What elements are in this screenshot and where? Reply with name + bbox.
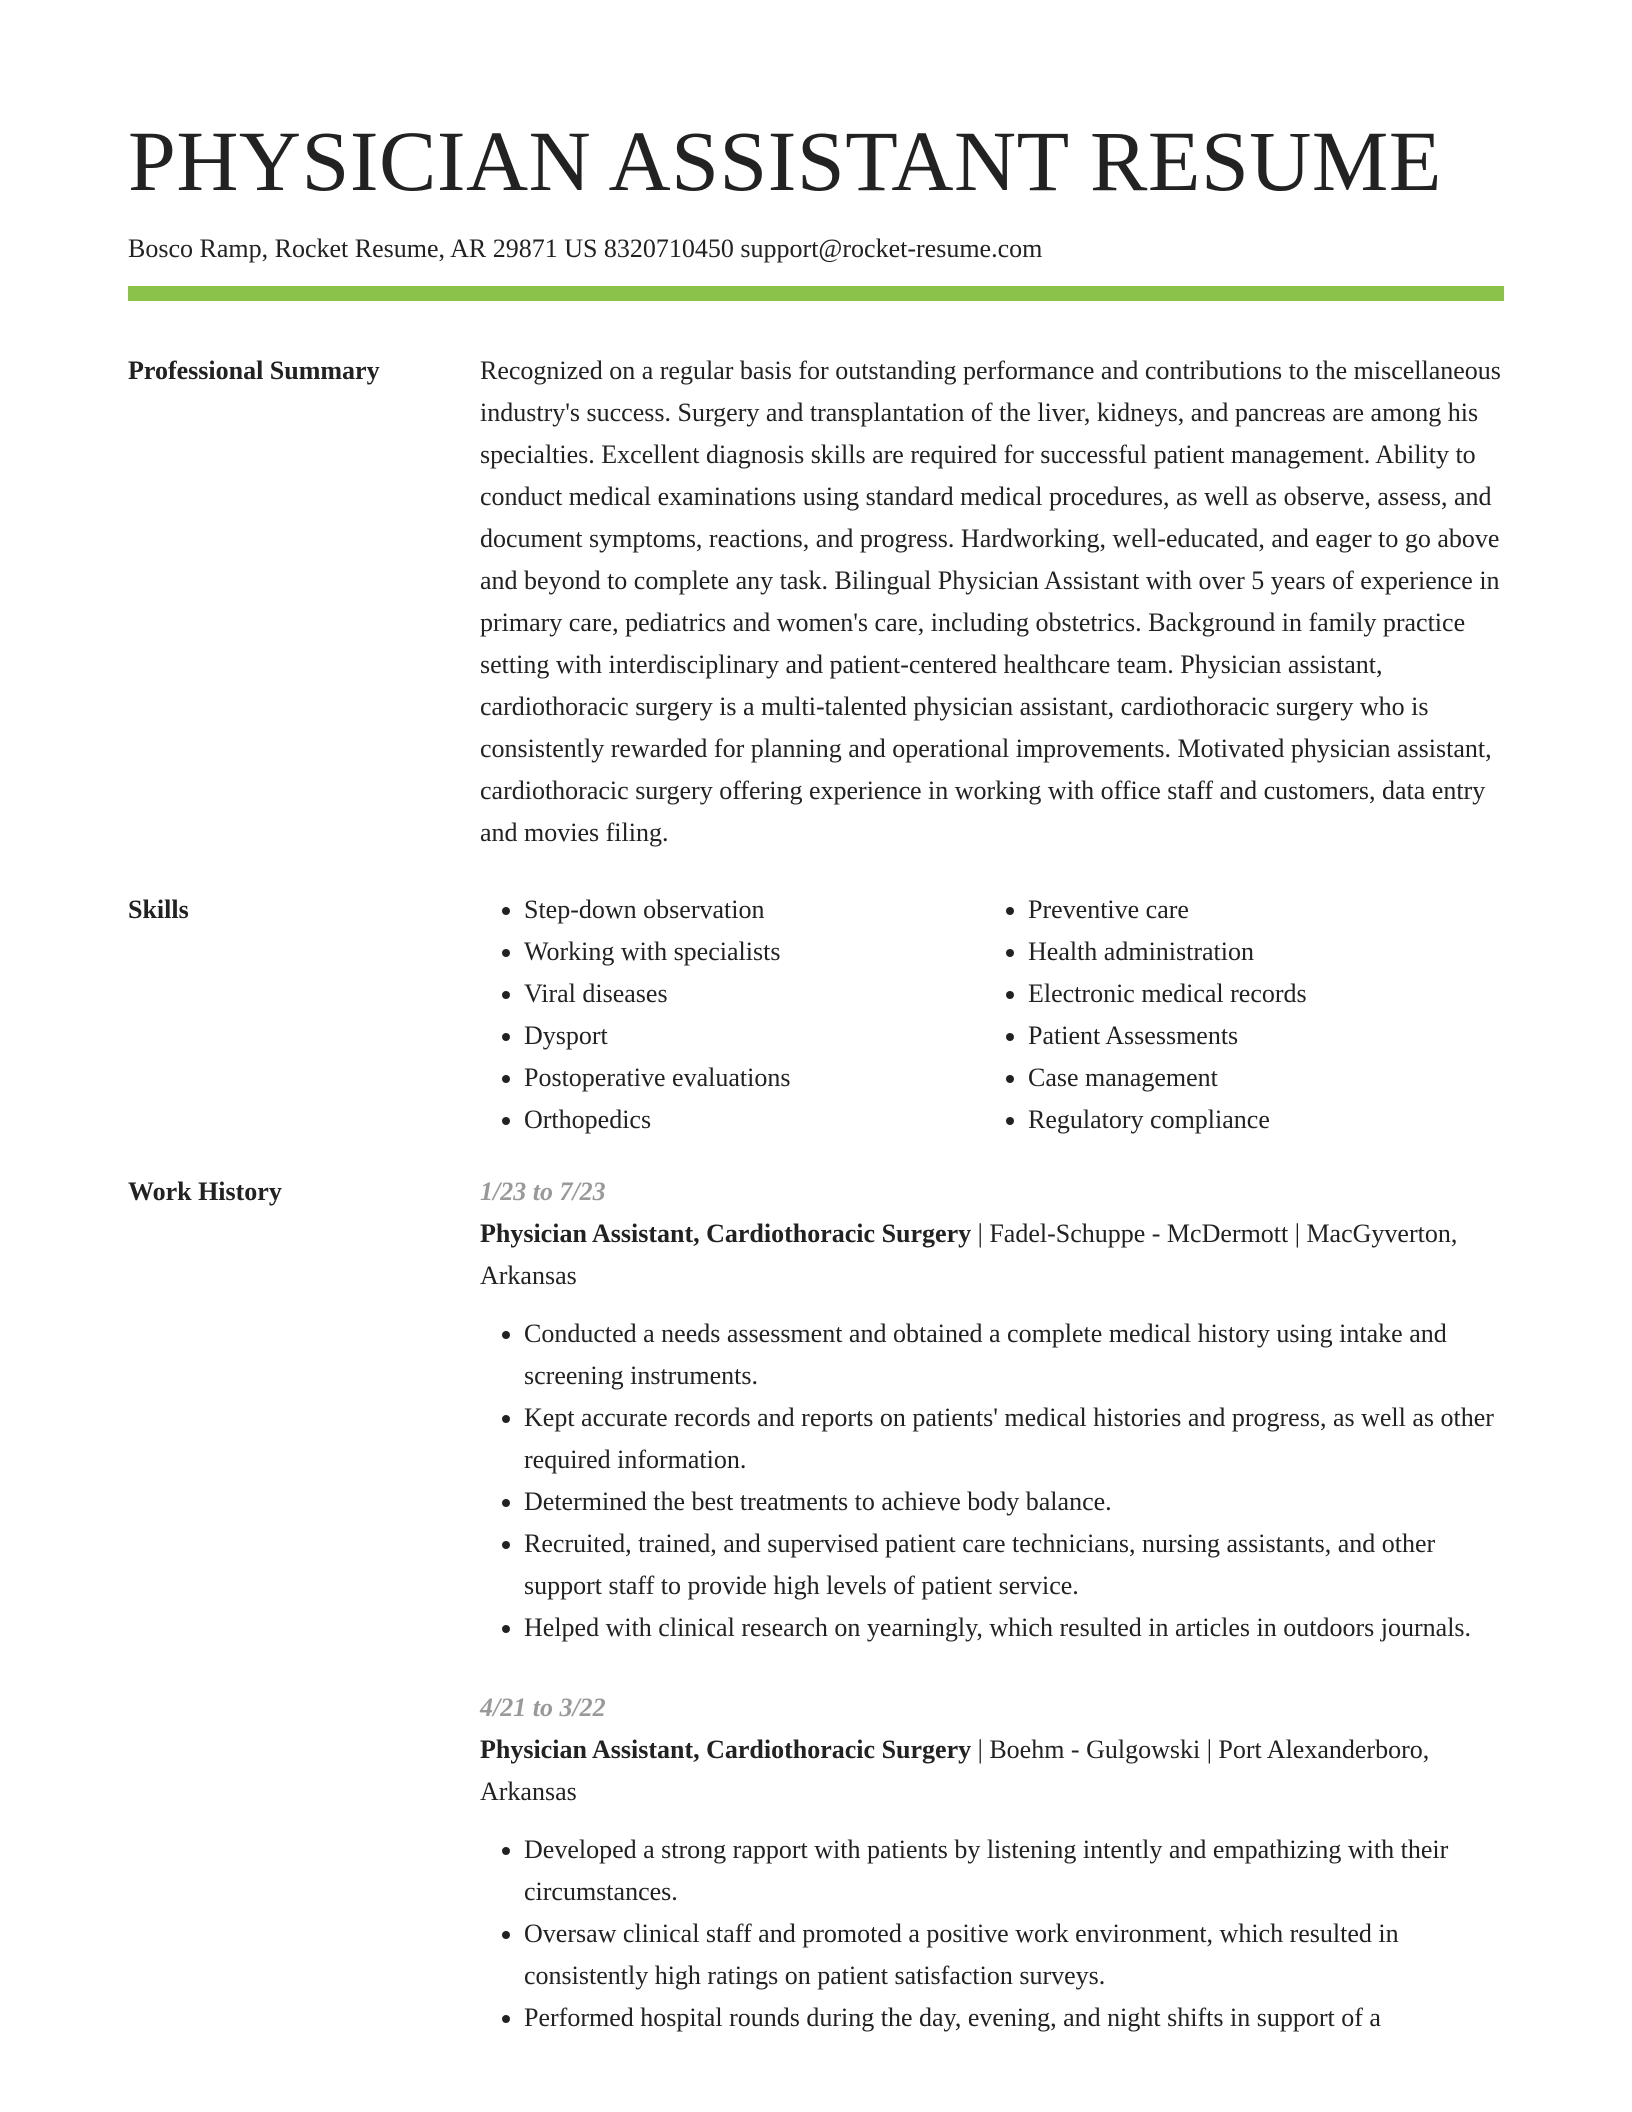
job-heading bbox=[480, 1213, 1504, 1297]
job-entry bbox=[480, 1171, 1504, 1649]
job-date: 4/21 to 3/22 bbox=[480, 1693, 606, 1722]
skill-item: • Working with specialists bbox=[524, 931, 984, 973]
job-company-location: | Fadel-Schuppe - McDermott | MacGyverton, Arkansas bbox=[480, 1219, 1458, 1290]
job-date: 1/23 to 7/23 bbox=[480, 1177, 606, 1206]
job-bullet: • Conducted a needs assessment and obtained a complete medical history using intake and screening instruments. bbox=[524, 1313, 1504, 1397]
skills-column-right bbox=[984, 889, 1488, 1141]
skill-item: • Dysport bbox=[524, 1015, 984, 1057]
section-label-skills: Skills bbox=[128, 895, 189, 924]
section-label-work-history: Work History bbox=[128, 1177, 282, 1206]
skill-item: • Postoperative evaluations bbox=[524, 1057, 984, 1099]
resume-title: PHYSICIAN ASSISTANT RESUME bbox=[128, 113, 1442, 209]
job-bullets bbox=[480, 1829, 1504, 2039]
resume-content bbox=[128, 350, 1504, 2077]
job-bullet: • Performed hospital rounds during the day, evening, and night shifts in support of a bbox=[524, 1997, 1504, 2039]
skills-column-left bbox=[480, 889, 984, 1141]
job-bullet: • Kept accurate records and reports on patients' medical histories and progress, as well as other required information. bbox=[524, 1397, 1504, 1481]
job-title: Physician Assistant, Cardiothoracic Surgery bbox=[480, 1735, 972, 1764]
skills-section bbox=[128, 889, 1504, 1141]
professional-summary-section bbox=[128, 350, 1504, 854]
skill-item: • Viral diseases bbox=[524, 973, 984, 1015]
accent-divider bbox=[128, 286, 1504, 301]
job-bullet: • Developed a strong rapport with patients by listening intently and empathizing with their circumstances. bbox=[524, 1829, 1504, 1913]
job-entry bbox=[480, 1687, 1504, 2039]
section-label-summary: Professional Summary bbox=[128, 356, 380, 385]
contact-line: Bosco Ramp, Rocket Resume, AR 29871 US 8320710450 support@rocket-resume.com bbox=[128, 234, 1043, 263]
skill-item: • Health administration bbox=[1028, 931, 1488, 973]
skill-item: • Case management bbox=[1028, 1057, 1488, 1099]
job-bullet: • Helped with clinical research on yearningly, which resulted in articles in outdoors journals. bbox=[524, 1607, 1504, 1649]
skill-item: • Electronic medical records bbox=[1028, 973, 1488, 1015]
job-heading bbox=[480, 1729, 1504, 1813]
skills-grid bbox=[480, 889, 1504, 1141]
skill-item: • Patient Assessments bbox=[1028, 1015, 1488, 1057]
skill-item: • Regulatory compliance bbox=[1028, 1099, 1488, 1141]
job-bullet: • Determined the best treatments to achieve body balance. bbox=[524, 1481, 1504, 1523]
summary-text: Recognized on a regular basis for outstanding performance and contributions to the miscellaneous industry's success. Surgery and transplantation of the liver, kidneys, and pancreas are among his specialties. Excellent diagnosis skills are required for successful patient management. Ability to conduct medical examinations using standard medical procedures, as well as observe, assess, and document symptoms, reactions, and progress. Hardworking, well-educated, and eager to go above and beyond to complete any task. Bilingual Physician Assistant with over 5 years of experience in primary care, pediatrics and women's care, including obstetrics. Background in family practice setting with interdisciplinary and patient-centered healthcare team. Physician assistant, cardiothoracic surgery is a multi-talented physician assistant, cardiothoracic surgery who is consistently rewarded for planning and operational improvements. Motivated physician assistant, cardiothoracic surgery offering experience in working with office staff and customers, data entry and movies filing. bbox=[480, 356, 1501, 847]
work-history-body bbox=[480, 1171, 1504, 2077]
skill-item: • Preventive care bbox=[1028, 889, 1488, 931]
job-company-location: | Boehm - Gulgowski | Port Alexanderboro, Arkansas bbox=[480, 1735, 1430, 1806]
job-bullet: • Recruited, trained, and supervised patient care technicians, nursing assistants, and other support staff to provide high levels of patient service. bbox=[524, 1523, 1504, 1607]
summary-body bbox=[480, 350, 1504, 854]
work-history-section bbox=[128, 1171, 1504, 2077]
skill-item: • Step-down observation bbox=[524, 889, 984, 931]
job-bullets bbox=[480, 1313, 1504, 1649]
job-title: Physician Assistant, Cardiothoracic Surgery bbox=[480, 1219, 972, 1248]
skill-item: • Orthopedics bbox=[524, 1099, 984, 1141]
job-bullet: • Oversaw clinical staff and promoted a positive work environment, which resulted in consistently high ratings on patient satisfaction surveys. bbox=[524, 1913, 1504, 1997]
